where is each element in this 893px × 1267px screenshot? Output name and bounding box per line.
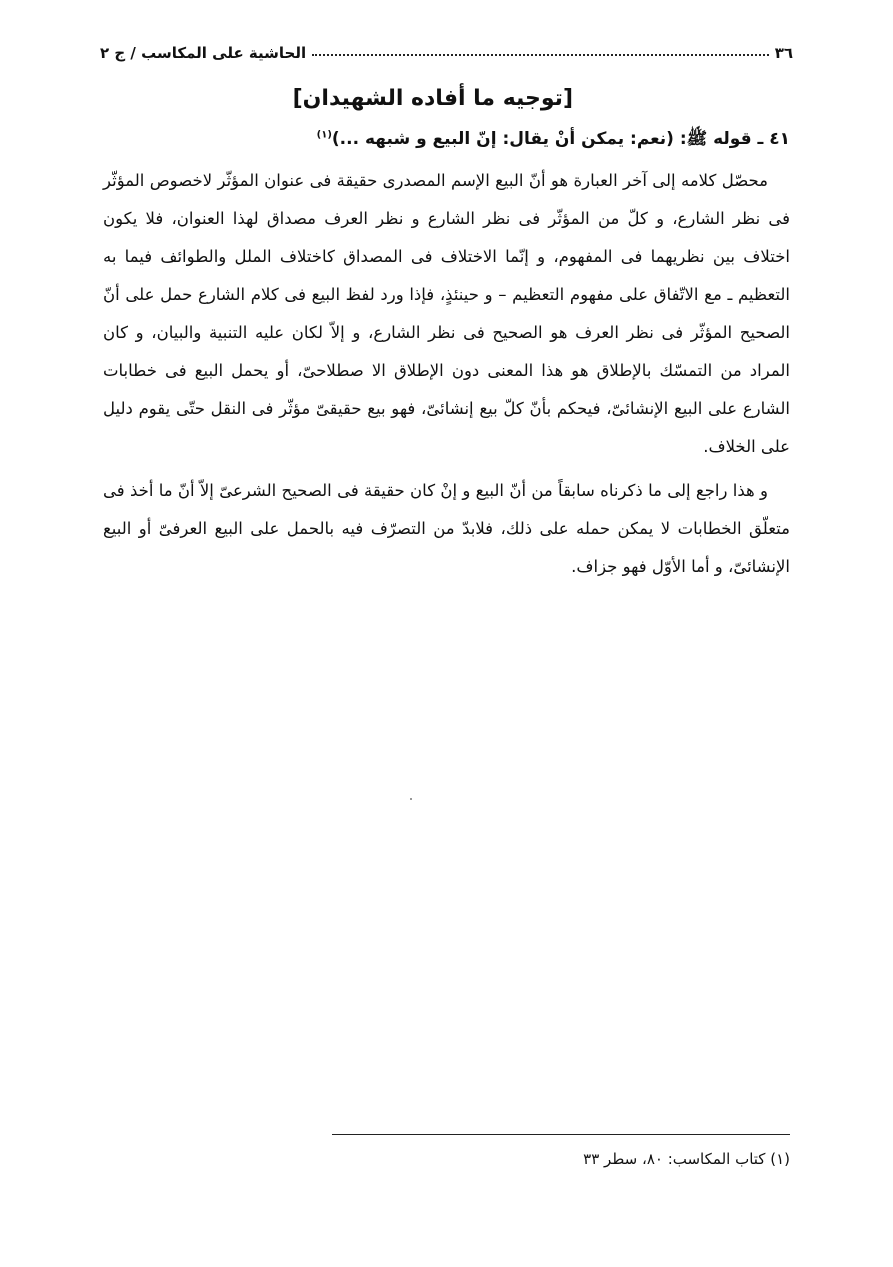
body-text: [103, 162, 790, 586]
running-book-title: الحاشية على المكاسب / ج ٢: [100, 44, 307, 62]
page-number: ٣٦: [774, 44, 793, 62]
footnote-separator: [332, 1134, 790, 1135]
running-header: [100, 38, 793, 62]
item-heading: [317, 128, 790, 153]
paragraph: و هذا راجع إلى ما ذكرناه سابقاً من أنّ البيع و إنْ كان حقيقة فى الصحيح الشرعىّ إلاّ أنّ ما أخذ فى متعلّق الخطابات لا يمكن حمله على ذلك، فلابدّ من التصرّف فيه بالحمل على البيع العرفىّ أو البيع الإنشائىّ، و أما الأوّل فهو جزاف.: [103, 481, 790, 576]
footnote-marker: (١): [316, 129, 332, 141]
paragraph: محصّل كلامه إلى آخر العبارة هو أنّ البيع الإسم المصدرى حقيقة فى عنوان المؤثّر لاخصوص المؤثّر فى نظر الشارع، و كلّ من المؤثّر فى نظر الشارع و نظر العرف مصداق لهذا العنوان، فلا يكون اختلاف بين نظريهما فى المفهوم، و إنّما الاختلاف فى المصداق كاختلاف الملل والطوائف فيما به التعظيم ـ مع الاتّفاق على مفهوم التعظيم – و حينئذٍ، فإذا ورد لفظ البيع فى كلام الشارع حمل على أنّ الصحيح المؤثّر فى نظر العرف هو الصحيح فى نظر الشارع، و إلاّ لكان عليه التنبية والبيان، و كان المراد من التمسّك بالإطلاق هو هذا المعنى دون الإطلاق الا صطلاحىّ، أو يحمل البيع فى خطابات الشارع على البيع الإنشائىّ، فيحكم بأنّ كلّ بيع إنشائىّ، فهو بيع حقيقىّ مؤثّر فى النقل حتّى يقوم دليل على الخلاف.: [103, 171, 790, 456]
scan-speck: [410, 798, 412, 800]
section-heading: [توجيه ما أفاده الشهيدان]: [292, 86, 573, 111]
dot-leader: [312, 53, 769, 56]
item-heading-text: ٤١ ـ قوله ﷺ: (نعم: يمكن أنْ يقال: إنّ البيع و شبهه ...): [331, 129, 790, 149]
footnote: (١) كتاب المكاسب: ٨٠، سطر ٣٣: [583, 1150, 790, 1168]
